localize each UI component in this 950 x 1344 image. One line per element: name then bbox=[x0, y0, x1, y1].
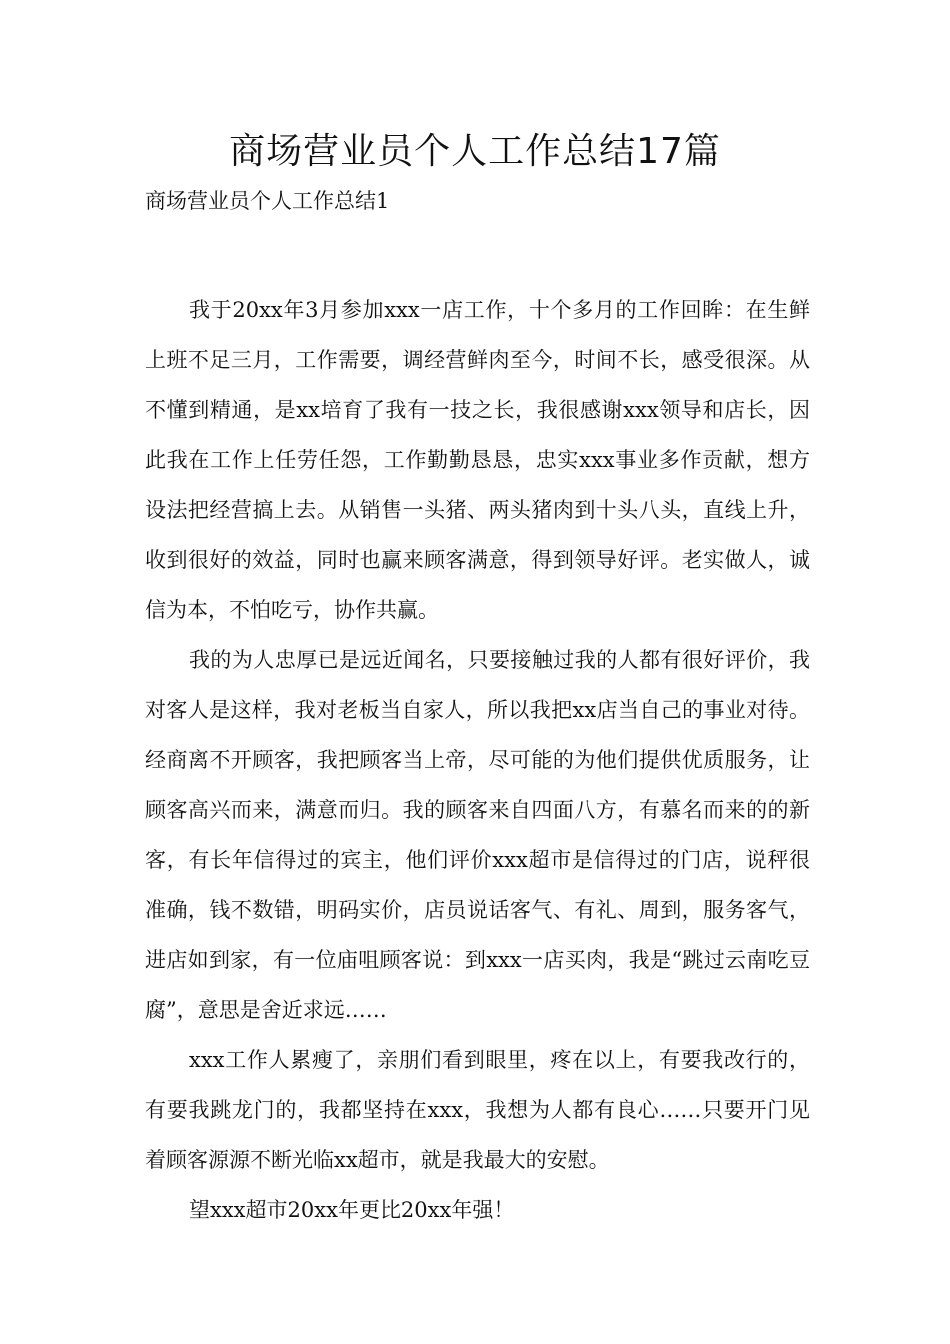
paragraph-2: 我的为人忠厚已是远近闻名，只要接触过我的人都有很好评价，我对客人是这样，我对老板当自家人，所以我把xx店当自己的事业对待。经商离不开顾客，我把顾客当上帝，尽可能的为他们提供优质服务，让顾客高兴而来，满意而归。我的顾客来自四面八方，有慕名而来的的新客，有长年信得过的宾主，他们评价xxx超市是信得过的门店，说秤很准确，钱不数错，明码实价，店员说话客气、有礼、周到，服务客气，进店如到家，有一位庙咀顾客说：到xxx一店买肉，我是“跳过云南吃豆腐”，意思是舍近求远…… bbox=[145, 648, 810, 1022]
paragraph-4: 望xxx超市20xx年更比20xx年强！ bbox=[189, 1198, 515, 1222]
document-subtitle: 商场营业员个人工作总结1 bbox=[145, 189, 390, 213]
document-body bbox=[145, 285, 810, 1235]
document-title: 商场营业员个人工作总结17篇 bbox=[229, 131, 721, 172]
paragraph-3: xxx工作人累瘦了，亲朋们看到眼里，疼在以上，有要我改行的，有要我跳龙门的，我都坚持在xxx，我想为人都有良心……只要开门见着顾客源源不断光临xx超市，就是我最大的安慰。 bbox=[145, 1048, 810, 1172]
paragraph-1: 我于20xx年3月参加xxx一店工作，十个多月的工作回眸：在生鲜上班不足三月，工作需要，调经营鲜肉至今，时间不长，感受很深。从不懂到精通，是xx培育了我有一技之长，我很感谢xxx领导和店长，因此我在工作上任劳任怨，工作勤勤恳恳，忠实xxx事业多作贡献，想方设法把经营搞上去。从销售一头猪、两头猪肉到十头八头，直线上升，收到很好的效益，同时也赢来顾客满意，得到领导好评。老实做人，诚信为本，不怕吃亏，协作共赢。 bbox=[145, 298, 810, 622]
